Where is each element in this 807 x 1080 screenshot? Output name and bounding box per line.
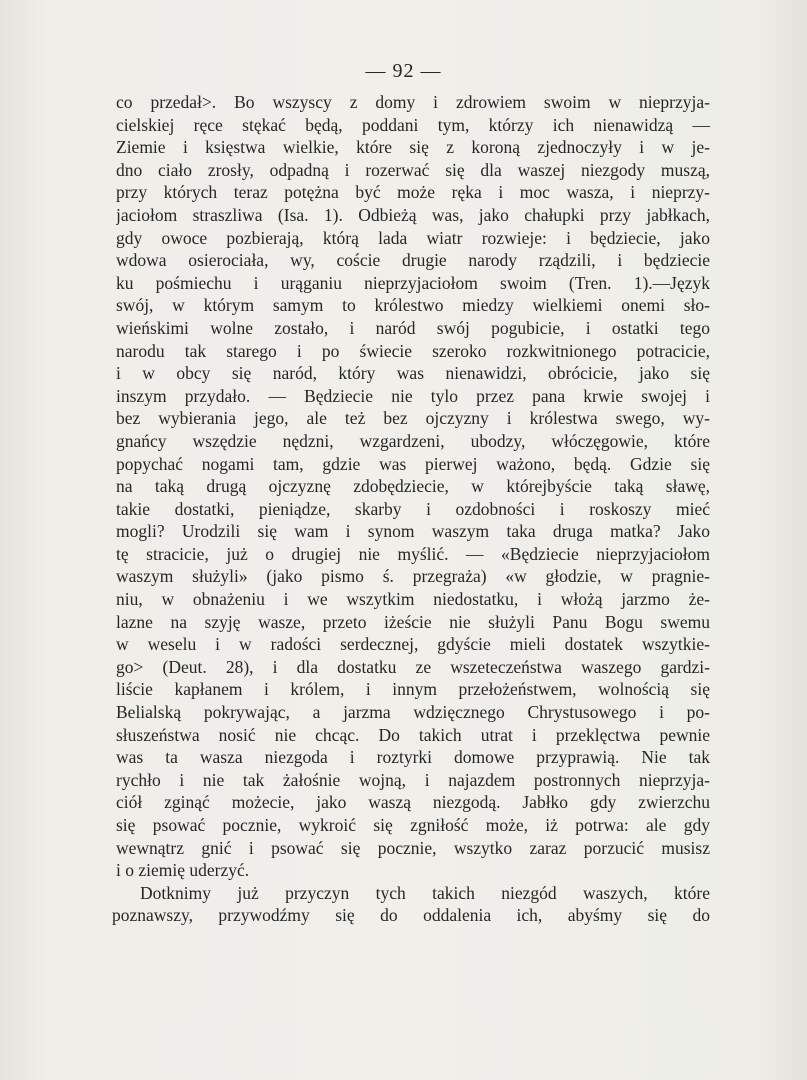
- text-line: dno ciało zrosły, odpadną i rozerwać się dla waszej niezgody muszą,: [116, 159, 710, 180]
- text-line: mogli? Urodzili się wam i synom waszym taka druga matka? Jako: [116, 521, 710, 542]
- paragraph-end-line: i o ziemię uderzyć.: [116, 860, 250, 881]
- text-line: ciół zginąć możecie, jako waszą niezgodą. Jabłko gdy zwierzchu: [116, 792, 710, 813]
- text-line: przy których teraz potężna być może ręka i moc wasza, i nieprzy-: [116, 182, 710, 203]
- paragraph-start-line: Dotknimy już przyczyn tych takich niezgód waszych, które: [140, 882, 710, 903]
- text-line: swój, w którym samym to królestwo miedzy wielkiemi onemi sło-: [116, 295, 710, 316]
- text-line: was ta wasza niezgoda i roztyrki domowe przyprawią. Nie tak: [116, 747, 710, 768]
- page-number: — 92 —: [365, 60, 442, 82]
- text-line: w weselu i w radości serdecznej, gdyście mieli dostatek wszytkie-: [116, 634, 710, 655]
- text-line: tę stracicie, już o drugiej nie myślić. — «Będziecie nieprzyjaciołom: [116, 543, 710, 564]
- text-line: wdowa osierociała, wy, coście drugie narody rządzili, i będziecie: [116, 250, 710, 271]
- text-line: gdy owoce pozbierają, którą lada wiatr rozwieje: i będziecie, jako: [116, 227, 710, 248]
- text-line: na taką drugą ojczyznę zdobędziecie, w którejbyście taką sławę,: [116, 476, 710, 497]
- text-line: cielskiej ręce stękać będą, poddani tym, którzy ich nienawidzą —: [116, 114, 710, 135]
- text-line: rychło i nie tak żałośnie wojną, i najazdem postronnych nieprzyja-: [116, 769, 710, 790]
- body-text: [112, 91, 710, 927]
- text-line: bez wybierania jego, ale też bez ojczyzny i królestwa swego, wy-: [116, 408, 710, 429]
- text-line: inszym przydało. — Będziecie nie tylo przez pana krwie swojej i: [116, 385, 710, 406]
- text-line: ku pośmiechu i urąganiu nieprzyjaciołom swoim (Tren. 1).—Język: [116, 272, 710, 293]
- text-line: niu, w obnażeniu i we wszytkim niedostatku, i włożą jarzmo że-: [116, 589, 710, 610]
- text-line: gnańcy wszędzie nędzni, wzgardzeni, ubodzy, włóczęgowie, które: [116, 430, 710, 451]
- text-line: słuszeństwa nosić nie chcąc. Do takich utrat i przeklęctwa pewnie: [116, 724, 710, 745]
- text-line: takie dostatki, pieniądze, skarby i ozdobności i roskoszy mieć: [116, 498, 710, 519]
- text-line: się psować pocznie, wykroić się zgniłość może, iż potrwa: ale gdy: [116, 815, 710, 835]
- text-line: popychać nogami tam, gdzie was pierwej ważono, będą. Gdzie się: [116, 453, 710, 474]
- text-line: waszym służyli» (jako pismo ś. przegraża) «w głodzie, w pragnie-: [116, 566, 710, 587]
- text-line: wewnątrz gnić i psować się pocznie, wszytko zaraz porzucić musisz: [116, 837, 710, 858]
- text-line: go> (Deut. 28), i dla dostatku ze wszeteczeństwa waszego gardzi-: [116, 656, 710, 677]
- text-line: wieńskimi wolne zostało, i naród swój pogubicie, i ostatki tego: [116, 317, 710, 338]
- text-line: jaciołom straszliwa (Isa. 1). Odbieżą was, jako chałupki przy jabłkach,: [116, 204, 710, 225]
- text-line: narodu tak starego i po świecie szeroko rozkwitnionego potracicie,: [116, 340, 710, 361]
- text-line: poznawszy, przywodźmy się do oddalenia ich, abyśmy się do: [112, 905, 710, 926]
- text-line: Belialską pokrywając, a jarzma wdzięcznego Chrystusowego i po-: [116, 702, 710, 723]
- text-line: co przedał>. Bo wszyscy z domy i zdrowiem swoim w nieprzyja-: [116, 92, 710, 112]
- text-line: i w obcy się naród, który was nienawidzi, obrócicie, jako się: [116, 363, 710, 384]
- text-line: liście kapłanem i królem, i innym przełożeństwem, wolnością się: [116, 679, 710, 700]
- text-line: Ziemie i księstwa wielkie, które się z koroną zjednoczyły i w je-: [116, 137, 710, 158]
- text-line: lazne na szyję wasze, przeto iżeście nie służyli Panu Bogu swemu: [116, 611, 710, 632]
